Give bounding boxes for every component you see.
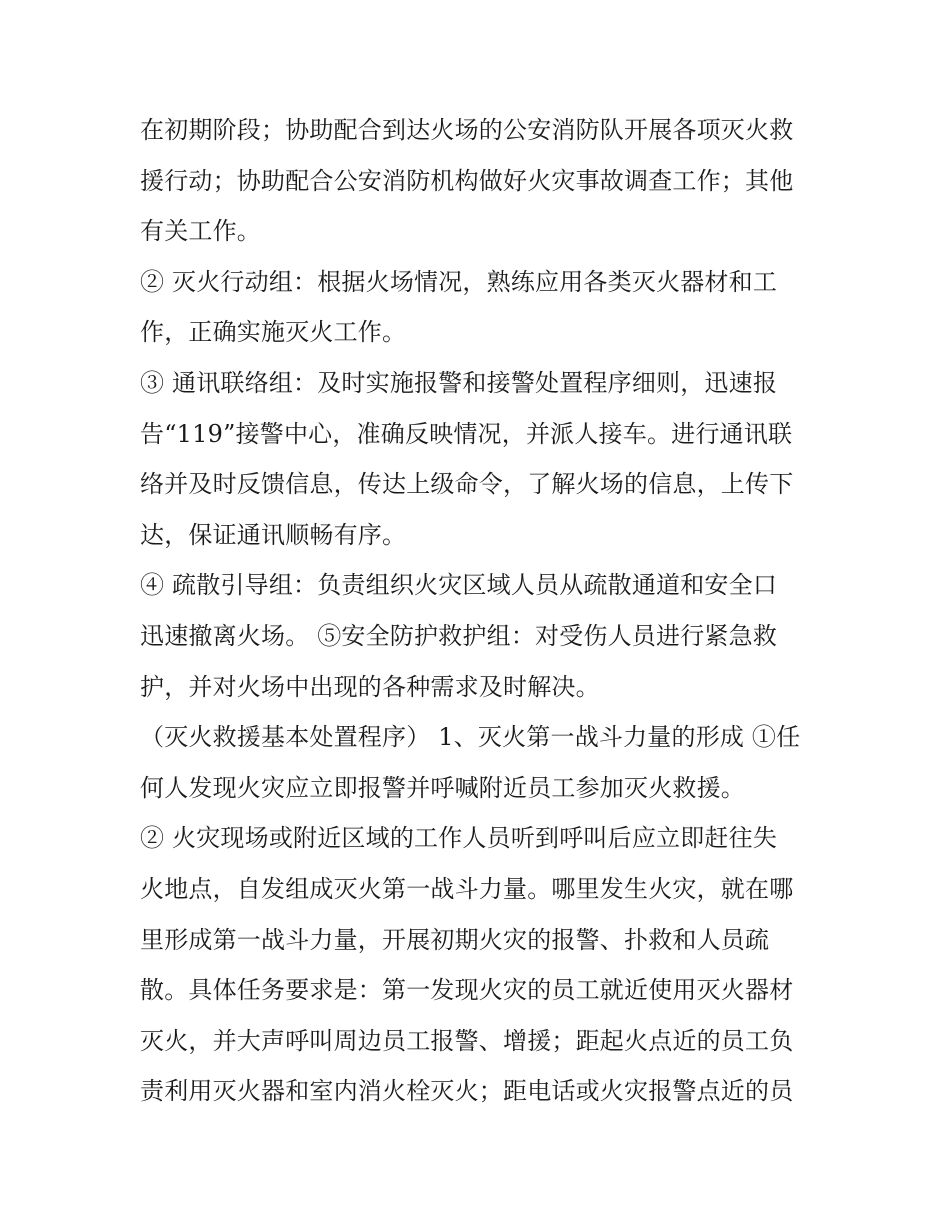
text-line: 作，正确实施灭火工作。 [140,318,407,347]
text-line: 护，并对火场中出现的各种需求及时解决。 [140,672,600,701]
text-line: 援行动；协助配合公安消防机构做好火灾事故调查工作；其他 [140,166,794,195]
text-line: 责利用灭火器和室内消火栓灭火；距电话或火灾报警点近的员 [140,1077,794,1106]
text-line: ② 灭火行动组：根据火场情况，熟练应用各类灭火器材和工 [140,267,778,296]
text-line: 络并及时反馈信息，传达上级命令，了解火场的信息，上传下 [140,470,794,499]
text-line: 何人发现火灾应立即报警并呼喊附近员工参加灭火救援。 [140,773,745,802]
text-line: 里形成第一战斗力量，开展初期火灾的报警、扑救和人员疏 [140,925,770,954]
text-line: 火地点，自发组成灭火第一战斗力量。哪里发生火灾，就在哪 [140,874,794,903]
text-line: ④ 疏散引导组：负责组织火灾区域人员从疏散通道和安全口 [140,571,778,600]
text-line: 灭火，并大声呼叫周边员工报警、增援；距起火点近的员工负 [140,1026,794,1055]
text-line: ③ 通讯联络组：及时实施报警和接警处置程序细则，迅速报 [140,368,778,397]
text-line: （灭火救援基本处置程序） 1、灭火第一战斗力量的形成 ①任 [140,723,801,752]
text-line: ② 火灾现场或附近区域的工作人员听到呼叫后应立即赶往失 [140,824,778,853]
text-line: 迅速撤离火场。 ⑤安全防护救护组：对受伤人员进行紧急救 [140,621,778,650]
text-line: 告“119”接警中心，准确反映情况，并派人接车。进行通讯联 [140,419,793,448]
text-line: 在初期阶段；协助配合到达火场的公安消防队开展各项灭火救 [140,116,794,144]
body-text [140,105,820,1117]
text-line: 达，保证通讯顺畅有序。 [140,520,407,549]
text-line: 散。具体任务要求是：第一发现火灾的员工就近使用灭火器材 [140,976,794,1005]
text-line: 有关工作。 [140,217,261,246]
